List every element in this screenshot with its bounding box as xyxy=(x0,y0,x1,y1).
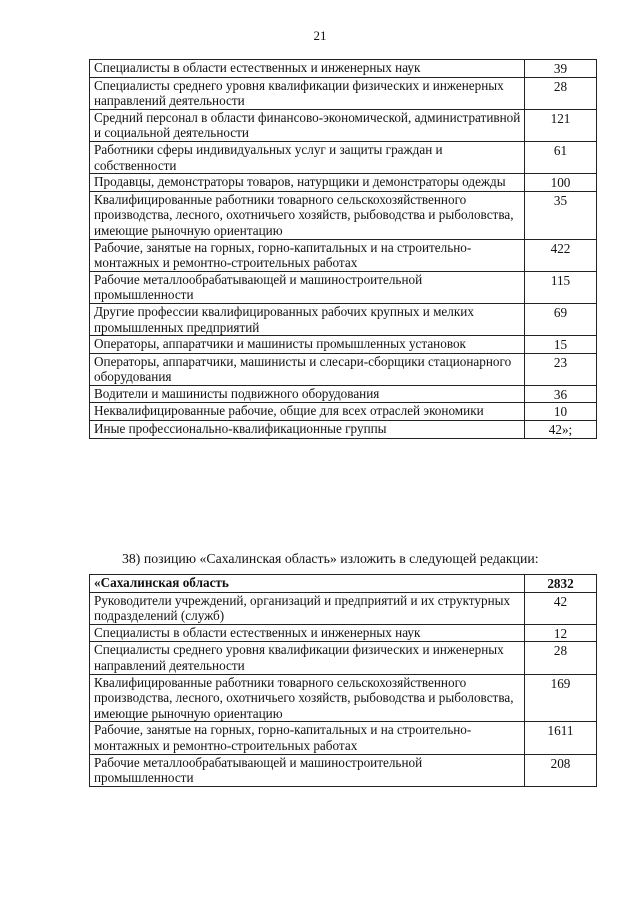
occupation-label-cell: Руководители учреждений, организаций и предприятий и их структурных подразделений (служб) xyxy=(90,592,525,624)
table-row xyxy=(90,239,597,271)
occupation-value-cell: 28 xyxy=(525,642,597,674)
occupation-value-cell: 115 xyxy=(525,271,597,303)
table-row xyxy=(90,385,597,403)
occupation-label-cell: Специалисты в области естественных и инженерных наук xyxy=(90,624,525,642)
table1-body xyxy=(90,60,597,439)
table-row xyxy=(90,174,597,192)
table-row xyxy=(90,754,597,786)
table-row xyxy=(90,303,597,335)
occupation-value-cell: 208 xyxy=(525,754,597,786)
occupation-value-cell: 39 xyxy=(525,60,597,78)
occupation-label-cell: Рабочие металлообрабатывающей и машиностроительной промышленности xyxy=(90,271,525,303)
table-row xyxy=(90,722,597,754)
occupation-label-cell: Водители и машинисты подвижного оборудования xyxy=(90,385,525,403)
occupation-value-cell: 10 xyxy=(525,403,597,421)
occupation-label-cell: Квалифицированные работники товарного сельскохозяйственного производства, лесного, охотничьего хозяйств, рыбоводства и рыболовства, имеющие рыночную ориентацию xyxy=(90,191,525,239)
occupation-value-cell: 1611 xyxy=(525,722,597,754)
table-row xyxy=(90,592,597,624)
occupation-value-cell: 23 xyxy=(525,353,597,385)
occupation-label-cell: Рабочие, занятые на горных, горно-капитальных и на строительно-монтажных и ремонтно-строительных работах xyxy=(90,722,525,754)
occupation-label-cell: Операторы, аппаратчики и машинисты промышленных установок xyxy=(90,336,525,354)
region-name-cell: «Сахалинская область xyxy=(90,575,525,593)
table-row xyxy=(90,77,597,109)
occupation-value-cell: 42 xyxy=(525,592,597,624)
page-number: 21 xyxy=(313,28,327,43)
occupation-value-cell: 36 xyxy=(525,385,597,403)
table-row xyxy=(90,624,597,642)
table-row xyxy=(90,109,597,141)
occupation-label-cell: Рабочие, занятые на горных, горно-капитальных и на строительно-монтажных и ремонтно-строительных работах xyxy=(90,239,525,271)
occupation-label-cell: Квалифицированные работники товарного сельскохозяйственного производства, лесного, охотничьего хозяйств, рыбоводства и рыболовства, имеющие рыночную ориентацию xyxy=(90,674,525,722)
occupation-value-cell: 100 xyxy=(525,174,597,192)
table-row xyxy=(90,271,597,303)
occupation-label-cell: Иные профессионально-квалификационные группы xyxy=(90,421,525,439)
table-row xyxy=(90,674,597,722)
occupation-label-cell: Средний персонал в области финансово-экономической, административной и социальной деятельности xyxy=(90,109,525,141)
table-row xyxy=(90,403,597,421)
table-row xyxy=(90,191,597,239)
table-heading-row xyxy=(90,575,597,593)
table-row xyxy=(90,336,597,354)
occupation-value-cell: 28 xyxy=(525,77,597,109)
occupation-table-previous-region xyxy=(89,59,597,439)
occupation-value-cell: 169 xyxy=(525,674,597,722)
occupation-label-cell: Операторы, аппаратчики, машинисты и слесари-сборщики стационарного оборудования xyxy=(90,353,525,385)
table-row xyxy=(90,642,597,674)
occupation-label-cell: Специалисты в области естественных и инженерных наук xyxy=(90,60,525,78)
occupation-value-cell: 12 xyxy=(525,624,597,642)
table-row xyxy=(90,60,597,78)
occupation-label-cell: Специалисты среднего уровня квалификации физических и инженерных направлений деятельности xyxy=(90,77,525,109)
occupation-value-cell: 121 xyxy=(525,109,597,141)
table-row xyxy=(90,353,597,385)
occupation-value-cell: 15 xyxy=(525,336,597,354)
region-total-cell: 2832 xyxy=(525,575,597,593)
occupation-value-cell: 35 xyxy=(525,191,597,239)
occupation-value-cell: 69 xyxy=(525,303,597,335)
occupation-value-cell: 42»; xyxy=(525,421,597,439)
occupation-label-cell: Работники сферы индивидуальных услуг и защиты граждан и собственности xyxy=(90,141,525,173)
occupation-label-cell: Неквалифицированные рабочие, общие для всех отраслей экономики xyxy=(90,403,525,421)
occupation-label-cell: Специалисты среднего уровня квалификации физических и инженерных направлений деятельности xyxy=(90,642,525,674)
occupation-table-sakhalin xyxy=(89,574,597,787)
occupation-value-cell: 61 xyxy=(525,141,597,173)
occupation-value-cell: 422 xyxy=(525,239,597,271)
occupation-label-cell: Другие профессии квалифицированных рабочих крупных и мелких промышленных предприятий xyxy=(90,303,525,335)
amendment-paragraph: 38) позицию «Сахалинская область» изложить в следующей редакции: xyxy=(122,551,539,566)
table-row xyxy=(90,421,597,439)
occupation-label-cell: Рабочие металлообрабатывающей и машиностроительной промышленности xyxy=(90,754,525,786)
table2-body xyxy=(90,575,597,787)
table-row xyxy=(90,141,597,173)
occupation-label-cell: Продавцы, демонстраторы товаров, натурщики и демонстраторы одежды xyxy=(90,174,525,192)
